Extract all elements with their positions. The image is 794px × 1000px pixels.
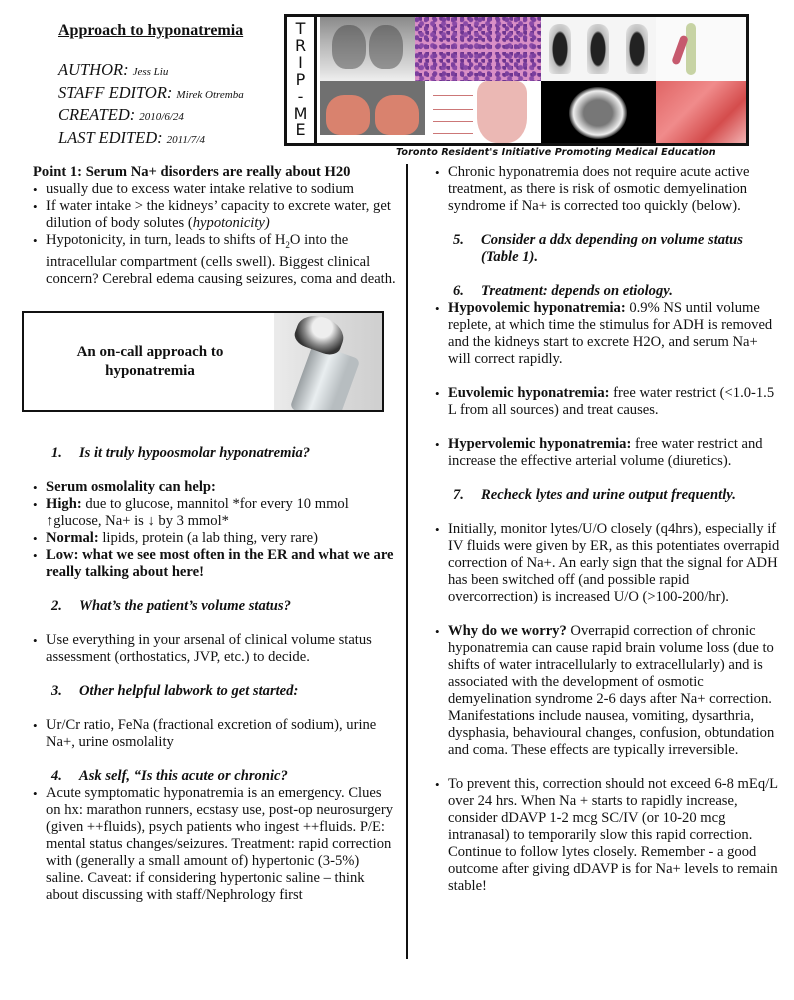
list-item: [26, 496, 398, 530]
list-item: [428, 623, 780, 759]
list-item: [428, 521, 780, 606]
bullet-text: usually due to excess water intake relative to sodium: [46, 181, 355, 197]
bullet-text: Hypotonicity, in turn, leads to shifts of H: [46, 232, 286, 248]
diagram-label-line: [433, 121, 473, 122]
banner-caption: Toronto Resident's Initiative Promoting Medical Education: [396, 147, 716, 158]
pet-figure: [587, 24, 609, 74]
bullet-text: 0.9% NS until volume replete, at which time the stimulus for ADH is removed and the kidneys start to excrete H2O, and serum Na+ will correct rapidly.: [448, 300, 773, 367]
oncall-title-line: An on-call approach to: [76, 343, 224, 360]
hand-shape: [375, 95, 419, 135]
list-item: [26, 198, 398, 232]
step-1-list: [26, 479, 398, 581]
step-number: 7.: [453, 487, 464, 503]
point1-heading: Point 1: Serum Na+ disorders are really about H20: [33, 164, 351, 180]
page-title: Approach to hyponatremia: [58, 22, 244, 39]
step-number: 2.: [51, 597, 62, 614]
bullet-text: O into the intracellular compartment (cells swell). Biggest clinical concern? Cerebral edema causing seizures, coma and death.: [46, 232, 396, 287]
bullet-text: Overrapid correction of chronic hyponatremia can cause rapid brain volume loss (due to shifts of water intracellularly to extracellularly) and is associated with the development of osmotic demyelination syndrome 2-6 days after Na+ correction. Manifestations include nausea, vomiting, dysarthria, dysphasia, behavioural changes, confusion, obtundation and coma. These effects are typically irreversible.: [448, 623, 775, 758]
document-metadata: [58, 60, 244, 150]
staff-editor-row: [58, 83, 244, 106]
spacer: [428, 470, 780, 487]
bullet-text: If water intake > the kidneys’ capacity to excrete water, get dilution of body solutes (: [46, 198, 391, 231]
step-title: Ask self, “Is this acute or chronic?: [79, 767, 288, 784]
created-value: 2010/6/24: [139, 111, 184, 123]
bullet-label: Low: what we see most often in the ER and what we are really talking about here!: [46, 546, 394, 580]
logo-letter: R: [294, 36, 307, 56]
pet-figure: [549, 24, 571, 74]
author-label: AUTHOR:: [58, 60, 129, 79]
histology-image: [415, 17, 541, 81]
bullet-text: Ur/Cr ratio, FeNa (fractional excretion of sodium), urine Na+, urine osmolality: [46, 716, 377, 750]
step-title: Is it truly hypoosmolar hyponatremia?: [79, 444, 311, 461]
step-title: Recheck lytes and urine output frequently.: [481, 487, 736, 503]
step-6-list: [428, 300, 780, 470]
bullet-text: Acute symptomatic hyponatremia is an emergency. Clues on hx: marathon runners, ecstasy use, post-op neurosurgery (given ++fluids), psych patients who ingest ++fluids. P/E: mental status changes/seizures. Treatment: rapid correction with (generally a small amount of) hypertonic (3-5%) saline. Caveat: if considering hypertonic saline – think about discussing with staff/Nephrology first: [46, 784, 394, 903]
left-column: [26, 164, 398, 904]
step-number: 3.: [51, 682, 62, 699]
step-title: Other helpful labwork to get started:: [79, 682, 299, 699]
bullet-label: Hypervolemic hyponatremia:: [448, 436, 632, 452]
trip-me-logo: [287, 17, 317, 143]
step-title: What’s the patient’s volume status?: [79, 597, 291, 614]
step-6-heading: [428, 283, 780, 300]
last-edited-row: [58, 128, 244, 151]
column-divider: [406, 164, 408, 959]
list-item: [26, 717, 398, 751]
step-7-heading: [428, 487, 780, 504]
bullet-text: free water restrict (<1.0-1.5 L from all sources) and treat causes.: [448, 385, 775, 418]
bullet-label: Why do we worry?: [448, 623, 567, 639]
pet-scan-image: [541, 17, 656, 81]
list-item: [26, 547, 398, 581]
list-item: [26, 479, 398, 496]
spacer: [428, 215, 780, 232]
logo-letter: E: [295, 120, 306, 140]
author-value: Jess Liu: [132, 66, 169, 78]
list-item: [428, 164, 780, 215]
lung-tissue-image: [656, 81, 746, 143]
logo-letter: T: [295, 19, 306, 39]
last-edited-value: 2011/7/4: [166, 133, 205, 146]
palms-image: [320, 81, 425, 143]
staff-editor-label: STAFF EDITOR:: [58, 82, 173, 102]
oncall-title-line: hyponatremia: [105, 362, 195, 379]
logo-letter: P: [295, 69, 306, 89]
spacer: [428, 266, 780, 283]
step-7-list: [428, 521, 780, 895]
logo-letter: -: [297, 86, 304, 106]
bullet-text: free water restrict and increase the effective arterial volume (diuretics).: [448, 436, 763, 469]
staff-editor-value: Mirek Otremba: [176, 88, 244, 101]
list-item: [428, 300, 780, 368]
spacer: [26, 700, 398, 717]
diagram-label-line: [433, 133, 473, 134]
bullet-text: To prevent this, correction should not exceed 6-8 mEq/L over 24 hrs. When Na + starts to rapidly increase, consider dDAVP 1-2 mcg SC/IV (or 10-20 mcg intranasal) to temporarily slow this rapid correction. Continue to follow lytes closely. Remember - a good outcome after giving dDAVP is for Na+ levels to remain stable!: [448, 776, 778, 894]
list-item: [26, 181, 398, 198]
list-item: [428, 385, 780, 419]
step-4-heading: [26, 768, 398, 785]
created-label: CREATED:: [58, 105, 136, 124]
bullet-label: Serum osmolality can help:: [46, 478, 216, 495]
point1-list: [26, 181, 398, 288]
nephron-diagram-image: [656, 17, 746, 81]
spacer: [428, 504, 780, 521]
thyroid-diagram-image: [425, 81, 546, 143]
chest-xray-image: [320, 17, 415, 81]
step-1-heading: [26, 445, 398, 462]
head-ct-image: [541, 81, 656, 143]
salt-shaker-image: [274, 313, 382, 410]
step-2-heading: [26, 598, 398, 615]
bullet-label: Euvolemic hyponatremia:: [448, 385, 610, 401]
created-row: [58, 105, 244, 128]
list-item: [26, 232, 398, 288]
oncall-title: [24, 313, 276, 410]
bullet-text: Initially, monitor lytes/U/O closely (q4hrs), especially if IV fluids were given by ER, as this potentiates overrapid correction of Na+. An early sign that the signal for ADH has been switched off (and possible rapid overcorrection) is increased U/O (>100-200/hr).: [448, 521, 780, 605]
oncall-approach-box: [22, 311, 384, 412]
list-item: [26, 785, 398, 904]
step-3-heading: [26, 683, 398, 700]
list-item: [428, 436, 780, 470]
step-number: 6.: [453, 283, 464, 299]
last-edited-label: LAST EDITED:: [58, 127, 163, 147]
spacer: [26, 751, 398, 768]
step-title: Consider a ddx depending on volume status (Table 1).: [481, 232, 743, 265]
spacer: [26, 666, 398, 683]
bullet-text: due to glucose, mannitol *for every 10 mmol ↑glucose, Na+ is ↓ by 3 mmol*: [46, 495, 349, 529]
bullet-emphasis: hypotonicity): [192, 215, 270, 231]
pet-figure: [626, 24, 648, 74]
step-4-list: [26, 785, 398, 904]
bullet-label: Normal:: [46, 529, 99, 546]
author-row: [58, 60, 244, 83]
spacer: [26, 462, 398, 479]
step-number: 5.: [453, 232, 464, 248]
logo-letter: M: [293, 103, 308, 123]
step-2-list: [26, 632, 398, 666]
trip-me-banner: [284, 14, 749, 146]
list-item: [26, 632, 398, 666]
step-number: 1.: [51, 444, 62, 461]
bullet-text: lipids, protein (a lab thing, very rare): [98, 529, 318, 546]
step-3-list: [26, 717, 398, 751]
chronic-list: [428, 164, 780, 215]
right-column: [428, 164, 780, 895]
step-title: Treatment: depends on etiology.: [481, 283, 673, 299]
list-item: [428, 776, 780, 895]
diagram-label-line: [433, 109, 473, 110]
image-caption-strip: [320, 135, 425, 143]
subscript: 2: [285, 239, 290, 250]
bullet-label: High:: [46, 495, 82, 512]
spacer: [26, 615, 398, 632]
spacer: [26, 581, 398, 598]
logo-letter: I: [298, 53, 303, 73]
list-item: [26, 530, 398, 547]
step-number: 4.: [51, 767, 62, 784]
diagram-label-line: [433, 95, 473, 96]
hand-shape: [326, 95, 370, 135]
bullet-label: Hypovolemic hyponatremia:: [448, 300, 626, 316]
bullet-text: Use everything in your arsenal of clinical volume status assessment (orthostatics, JVP, etc.) to decide.: [46, 631, 372, 665]
bullet-text: Chronic hyponatremia does not require acute active treatment, as there is risk of osmotic demyelination syndrome if Na+ is corrected too quickly (below).: [448, 164, 750, 214]
step-5-heading: [428, 232, 780, 266]
